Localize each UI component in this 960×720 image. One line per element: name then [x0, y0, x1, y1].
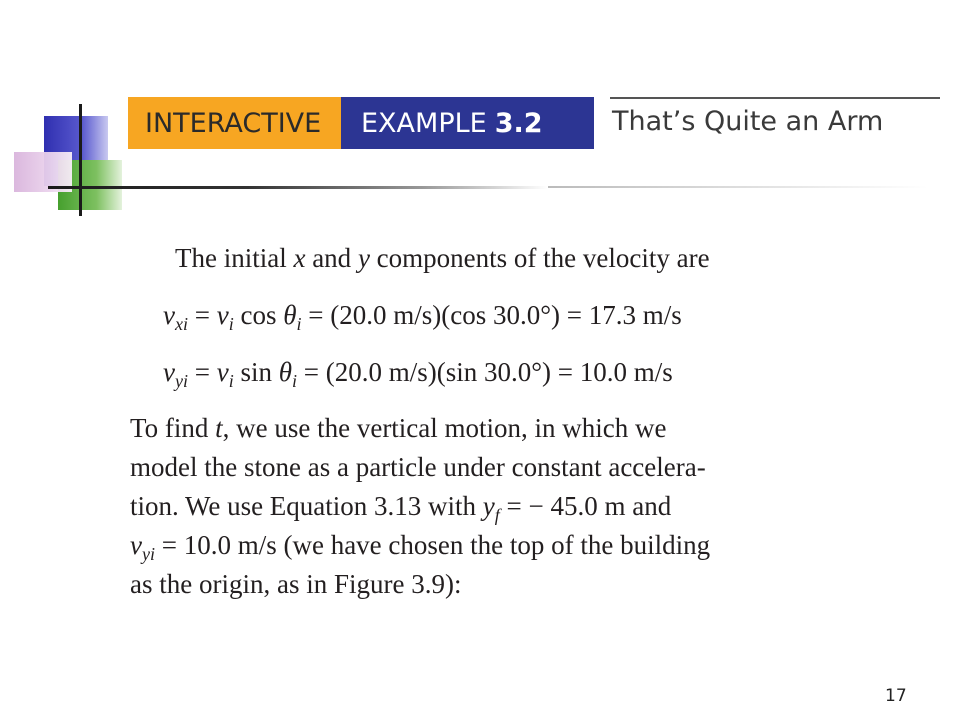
explanation-paragraph — [130, 410, 710, 605]
equation-vxi: $v_{xi} = v_i$ $\cos \theta_i = (20.0$ m/s)(cos 30.0°) = 17.3 m/s — [163, 300, 682, 334]
decor-horizontal-line — [48, 186, 548, 189]
example-number: 3.2 — [494, 107, 543, 139]
page-number: 17 — [885, 686, 907, 706]
paragraph-line-2: model the stone as a particle under constant accelera- — [130, 452, 706, 482]
example-title: That’s Quite an Arm — [612, 106, 884, 137]
title-rule — [610, 97, 940, 99]
example-label: EXAMPLE — [361, 107, 487, 139]
decor-horizontal-fade-line — [548, 186, 928, 188]
paragraph-line-3: tion. We use Equation 3.13 with $y_f$ = − 45.0 m and — [130, 491, 672, 525]
example-banner — [128, 97, 594, 149]
example-tag — [341, 97, 594, 149]
paragraph-line-5: as the origin, as in Figure 3.9): — [130, 569, 462, 599]
paragraph-line-1: To find t, we use the vertical motion, in which we — [130, 413, 667, 443]
paragraph-line-4: $v_{yi} = 10.0$ m/s (we have chosen the top of the building — [130, 530, 711, 564]
decor-vertical-line — [79, 104, 82, 216]
equation-vyi: $v_{yi} = v_i$ $\sin \theta_i = (20.0$ m/s)(sin 30.0°) = 10.0 m/s — [163, 357, 673, 391]
intro-sentence: The initial x and y components of the velocity are — [175, 243, 710, 273]
interactive-tag: INTERACTIVE — [128, 97, 341, 149]
